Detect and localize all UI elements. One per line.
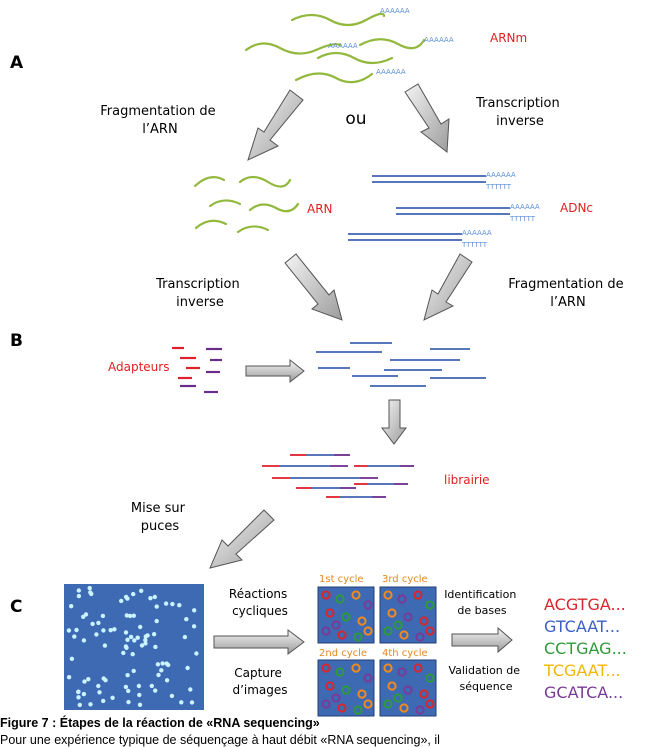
chip-cluster-dot [185,666,189,670]
chip-cluster-dot [125,673,129,677]
chip-cluster-dot [138,703,142,707]
figure-caption-body: Pour une expérience typique de séquençage à haut débit «RNA sequencing», il [0,733,440,747]
figure-caption-title: Figure 7 : Étapes de la réaction de «RNA sequencing» [0,716,320,730]
capture-label: Capture d’images [232,666,288,697]
section-c-label: C [10,597,23,617]
reactions-label: Réactions cycliques [228,587,288,618]
arn-label: ARN [307,202,333,216]
chip-cluster-dot [124,595,128,599]
arrow-down-right-1 [405,84,449,152]
chip-cluster-dot [138,625,142,629]
chip-cluster-dot [82,679,86,683]
chip-cluster-dot [184,617,188,621]
chip-cluster-dot [96,621,100,625]
fragmented-rna [195,177,298,232]
chip-cluster-dot [97,690,101,694]
chip-cluster-dot [131,652,135,656]
chip-cluster-dot [132,669,136,673]
chip-cluster-dot [155,619,159,623]
chip-cluster-dot [165,678,169,682]
chip-cluster-dot [194,651,198,655]
chip-cluster-dot [156,662,160,666]
chip-cluster-dot [150,684,154,688]
base-sequence: GCATCA... [544,683,624,702]
chip-cluster-dot [76,695,80,699]
base-sequence: GTCAAT... [544,617,621,636]
chip-cluster-dot [74,628,78,632]
chip-cluster-dot [77,588,81,592]
arrow-down-left-1 [248,90,303,160]
chip-cluster-dot [96,684,100,688]
svg-text:AAAAAA: AAAAAA [376,68,406,76]
section-a-label: A [10,53,24,73]
chip-cluster-dot [164,601,168,605]
chip-cluster-dot [76,690,80,694]
arrow-down-left-chip [210,510,274,568]
chip-cluster-dot [101,614,105,618]
chip-cluster-dot [131,592,135,596]
svg-text:AAAAAA: AAAAAA [328,42,358,50]
chip-cluster-dot [112,627,116,631]
svg-text:TTTTTT: TTTTTT [462,241,488,249]
svg-text:TTTTTT: TTTTTT [486,183,512,191]
base-sequence: TCGAAT... [544,661,621,680]
chip-cluster-dot [88,702,92,706]
chip-cluster-dot [90,622,94,626]
chip-cluster-dot [67,675,71,679]
library-fragments [262,455,414,497]
base-sequence: ACGTGA... [544,595,626,614]
chip-cluster-dot [124,685,128,689]
arrow-down-right-2 [285,254,342,320]
chip-cluster-dot [125,638,129,642]
chip-cluster-dot [72,634,76,638]
chip-cluster-dot [188,687,192,691]
chip-cluster-dot [78,703,82,707]
chip-cluster-dot [124,630,128,634]
chip-cluster-dot [170,694,174,698]
chip-cluster-dot [82,638,86,642]
librairie-label: librairie [444,473,490,487]
arrow-right-bases [452,628,512,652]
svg-text:AAAAAA: AAAAAA [380,7,410,15]
chip-cluster-dot [143,641,147,645]
chip-cluster-dot [88,590,92,594]
svg-text:AAAAAA: AAAAAA [510,203,540,211]
chip-cluster-dot [102,676,106,680]
fragments-b [316,343,486,386]
svg-text:AAAAAA: AAAAAA [486,171,516,179]
chip-cluster-dot [69,604,73,608]
chip-cluster-dot [145,633,149,637]
chip-cluster-dot [126,700,130,704]
chip-cluster-dot [153,688,157,692]
adapteurs-label: Adapteurs [108,360,170,374]
chip-cluster-dot [101,628,105,632]
mise-sur-puces-label: Mise sur puces [130,501,185,534]
base-sequences [543,595,627,702]
identification-label: Identification de bases [444,588,517,617]
svg-text:TTTTTT: TTTTTT [510,215,536,223]
validation-label: Validation de séquence [448,664,521,693]
svg-text:AAAAAA: AAAAAA [462,229,492,237]
section-b-label: B [10,331,23,351]
svg-text:AAAAAA: AAAAAA [424,36,454,44]
chip-cluster-dot [192,624,196,628]
transcription-label-2: Transcription inverse [156,277,240,310]
chip-cluster-dot [139,589,143,593]
chip-cluster-dot [137,684,141,688]
chip-cluster-dot [190,700,194,704]
chip-cluster-dot [109,628,113,632]
chip-cluster-dot [77,594,81,598]
arrow-down-library [382,400,406,444]
chip-cluster-dot [119,599,123,603]
chip-cluster-dot [170,602,174,606]
chip-cluster-dot [86,677,90,681]
chip-cluster-dot [192,608,196,612]
fragmentation-label-1: Fragmentation de l’ARN [100,104,216,137]
adapters [172,348,222,392]
chip-cluster-dot [137,693,141,697]
chip-cluster-dot [82,692,86,696]
sequencing-chip [64,584,204,710]
transcription-label-1: Transcription inverse [476,96,560,129]
chip-cluster-dot [179,700,183,704]
chip-cluster-dot [110,696,114,700]
chip-cluster-dot [156,673,160,677]
chip-cluster-dot [101,699,105,703]
cycle-3-label: 3rd cycle [382,574,428,585]
chip-cluster-dot [183,635,187,639]
cycle-1-label: 1st cycle [319,574,364,585]
chip-cluster-dot [121,651,125,655]
cycle-4-label: 4th cycle [382,648,428,659]
chip-cluster-dot [84,612,88,616]
chip-cluster-dot [153,595,157,599]
ou-label: ou [345,109,367,129]
chip-cluster-dot [165,661,169,665]
chip-cluster-dot [148,596,152,600]
chip-cluster-dot [124,644,128,648]
cycle-2-label: 2nd cycle [319,648,368,659]
adnc-label: ADNc [560,201,594,215]
chip-cluster-dot [126,689,130,693]
base-sequence: CCTGAG... [544,639,627,658]
chip-cluster-dot [160,661,164,665]
chip-cluster-dot [67,628,71,632]
fragmentation-label-2: Fragmentation de l’ARN [508,277,624,310]
arnm-label: ARNm [490,31,528,45]
chip-cluster-dot [159,668,163,672]
chip-cluster-dot [129,635,133,639]
arrow-down-left-2 [424,254,472,320]
chip-cluster-dot [70,657,74,661]
chip-cluster-dot [177,603,181,607]
chip-cluster-dot [132,638,136,642]
chip-cluster-dot [153,645,157,649]
chip-cluster-dot [128,614,132,618]
chip-cluster-dot [94,632,98,636]
cycle-panels [318,574,436,716]
arrow-right-cycles [214,630,304,654]
arrow-right-adapters [246,360,304,382]
chip-cluster-dot [152,632,156,636]
chip-cluster-dot [88,586,92,590]
chip-cluster-dot [103,643,107,647]
chip-cluster-dot [155,604,159,608]
